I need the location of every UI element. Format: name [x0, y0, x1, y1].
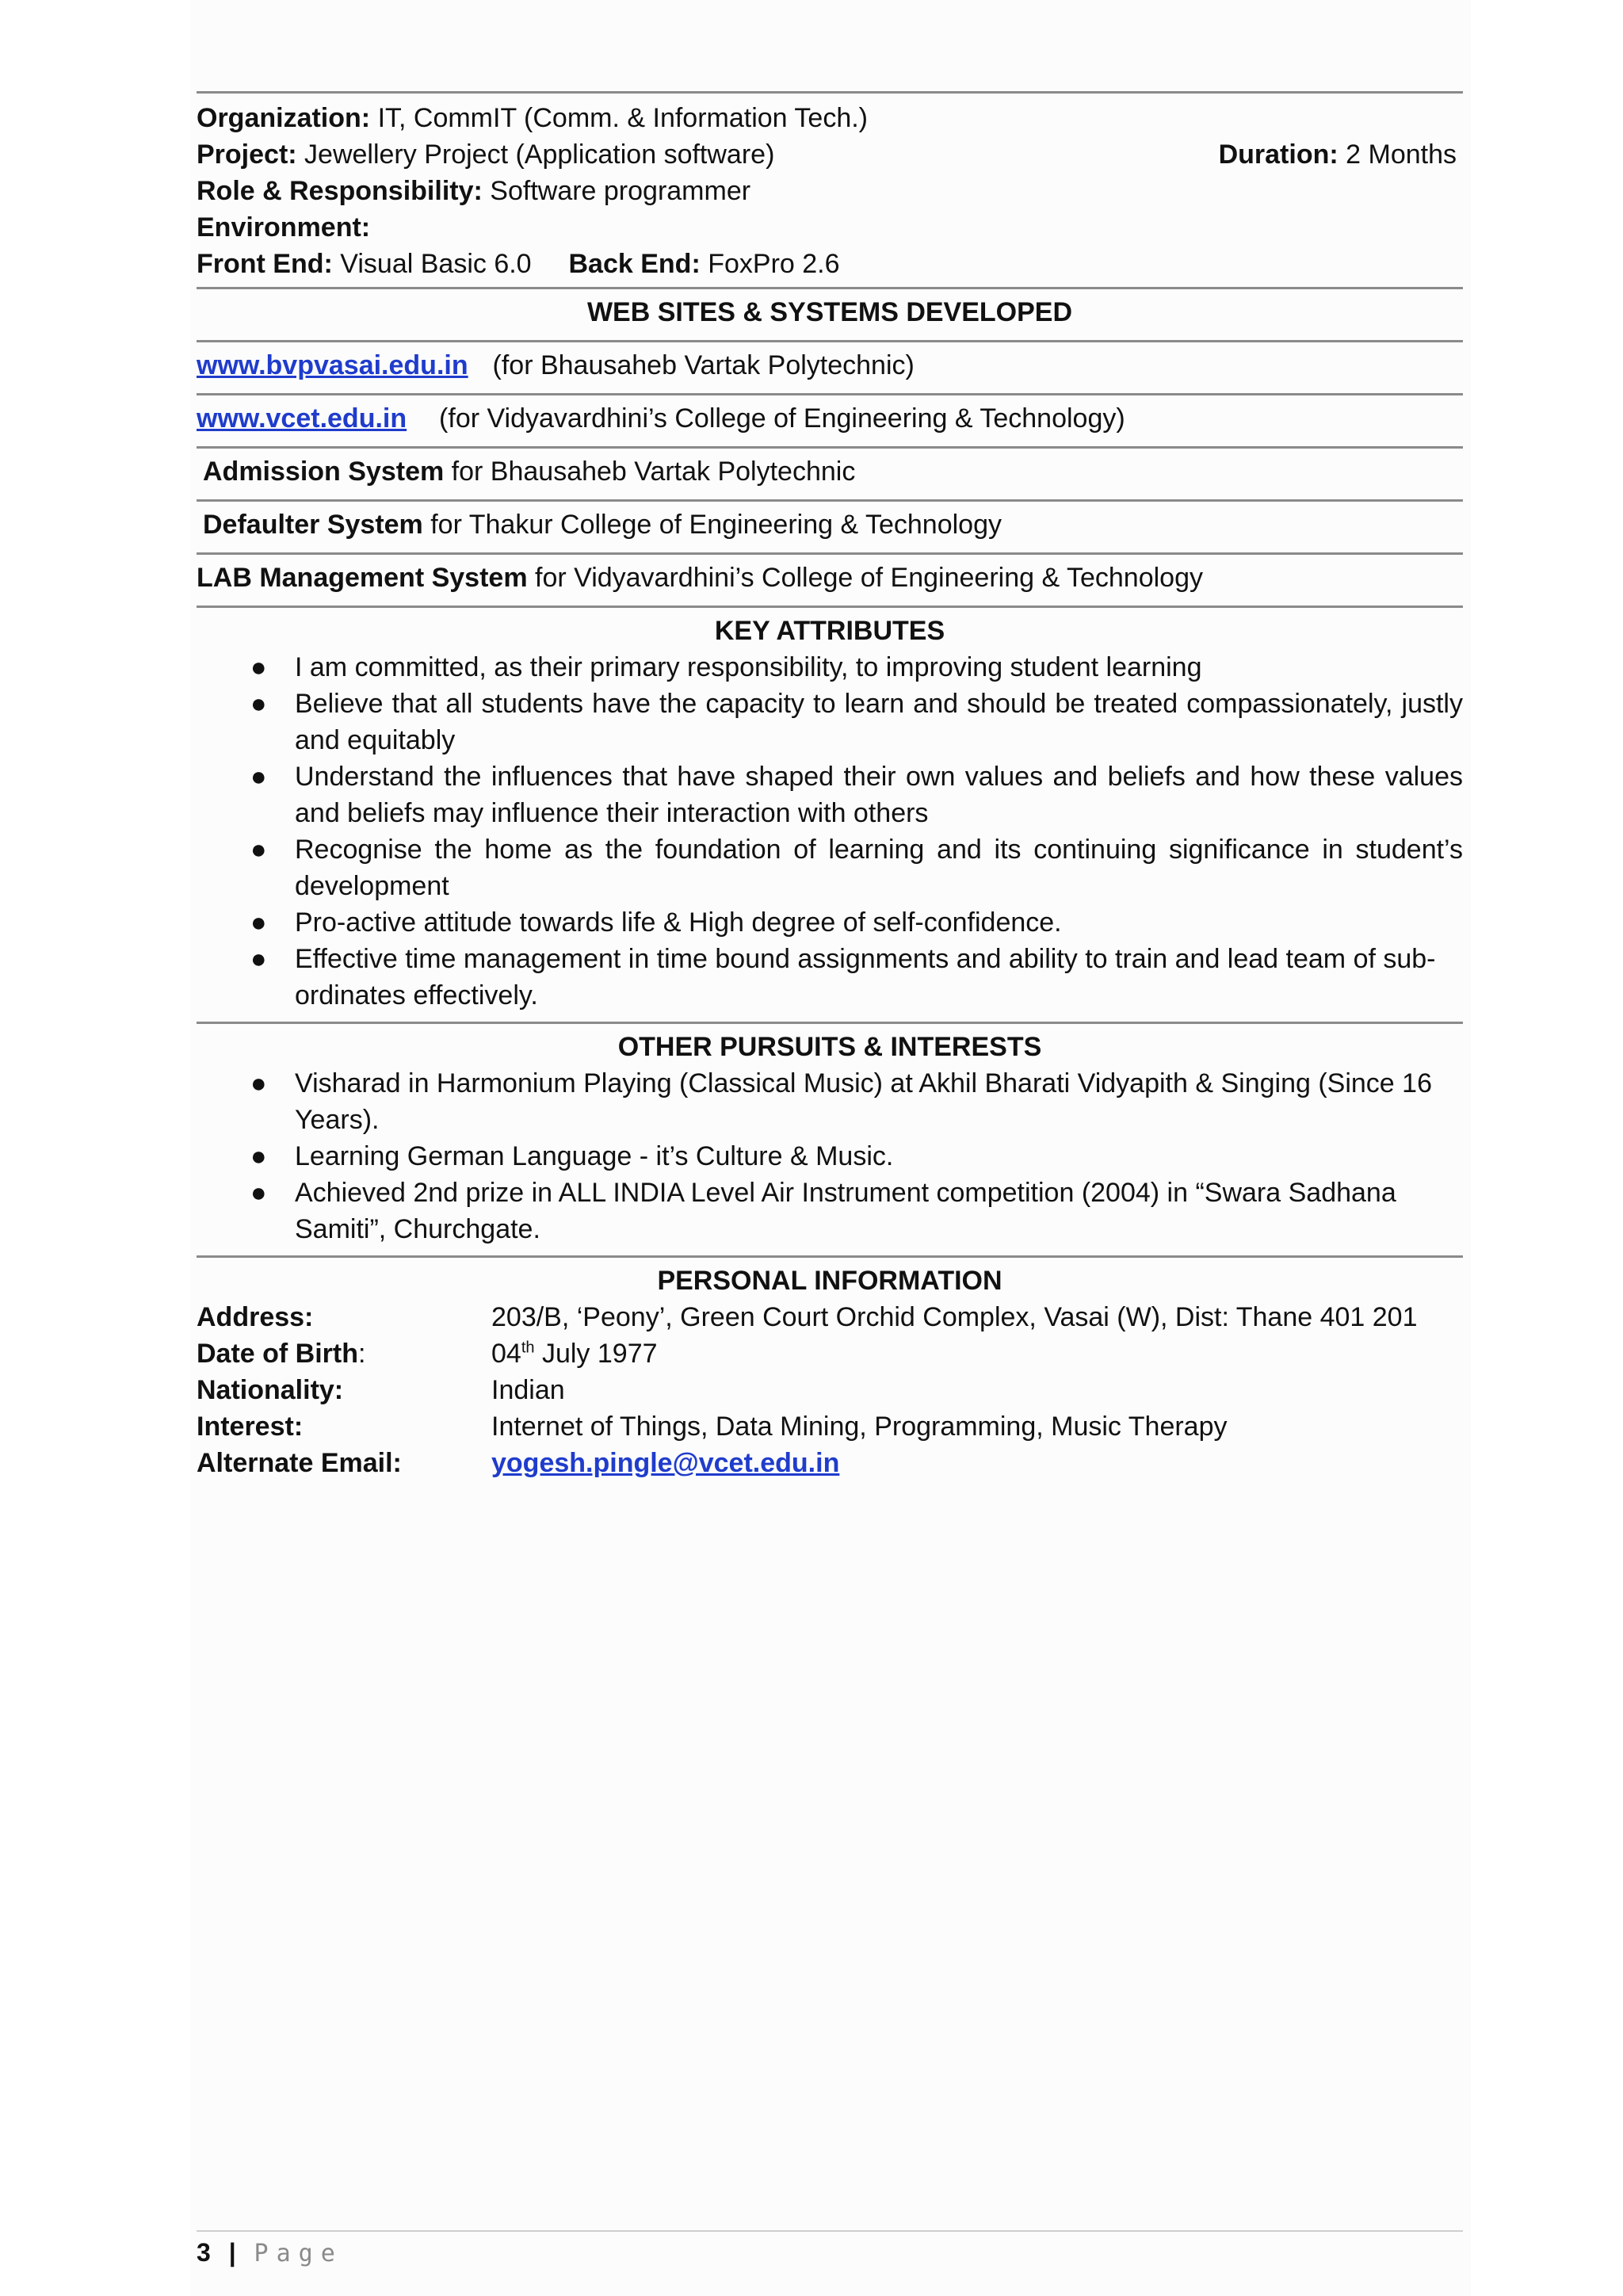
- nationality-value: Indian: [491, 1375, 565, 1405]
- tech-line: [197, 246, 1463, 282]
- dob-label: Date of Birth:: [197, 1339, 366, 1369]
- email-link[interactable]: yogesh.pingle@vcet.edu.in: [491, 1448, 840, 1478]
- duration-value: 2 Months: [1346, 139, 1457, 170]
- experience-block: [197, 94, 1463, 287]
- bullet-icon: ●: [250, 762, 267, 792]
- interest-row: [197, 1408, 1463, 1445]
- list-item: ● Recognise the home as the foundation of learning and its continuing significance in student’s development: [197, 831, 1463, 904]
- page-footer: [197, 2230, 1463, 2267]
- environment-label: Environment:: [197, 212, 371, 243]
- interest-value: Internet of Things, Data Mining, Programming, Music Therapy: [491, 1412, 1228, 1442]
- nationality-label: Nationality:: [197, 1375, 344, 1405]
- organization-label: Organization:: [197, 103, 371, 133]
- website-row: [197, 393, 1463, 446]
- list-item: ● I am committed, as their primary responsibility, to improving student learning: [197, 649, 1463, 686]
- project-value: Jewellery Project (Application software): [304, 139, 775, 170]
- address-row: [197, 1299, 1463, 1335]
- system-desc: for Bhausaheb Vartak Polytechnic: [451, 457, 856, 487]
- website-row: [197, 340, 1463, 393]
- system-row: [197, 552, 1463, 606]
- role-label: Role & Responsibility:: [197, 176, 483, 206]
- system-row: [197, 446, 1463, 499]
- address-value: 203/B, ‘Peony’, Green Court Orchid Complex, Vasai (W), Dist: Thane 401 201: [491, 1302, 1418, 1332]
- email-row: [197, 1445, 1463, 1481]
- nationality-row: [197, 1372, 1463, 1408]
- website-link-bvpvasai[interactable]: www.bvpvasai.edu.in: [197, 350, 468, 380]
- address-label: Address:: [197, 1302, 314, 1332]
- email-label: Alternate Email:: [197, 1448, 402, 1478]
- bullet-icon: ●: [250, 652, 267, 682]
- back-end-value: FoxPro 2.6: [708, 249, 840, 279]
- environment-line: [197, 209, 1463, 246]
- list-item: ● Understand the influences that have shaped their own values and beliefs and how these values and beliefs may influence their interaction with others: [197, 758, 1463, 831]
- key-attributes-list: [197, 649, 1463, 1014]
- page-number: 3: [197, 2238, 211, 2267]
- project-label: Project:: [197, 139, 297, 170]
- bullet-icon: ●: [250, 907, 267, 938]
- front-end-value: Visual Basic 6.0: [340, 249, 532, 279]
- role-value: Software programmer: [490, 176, 751, 206]
- website-link-vcet[interactable]: www.vcet.edu.in: [197, 403, 407, 434]
- list-item: ● Visharad in Harmonium Playing (Classical Music) at Akhil Bharati Vidyapith & Singing (Since 16 Years).: [197, 1065, 1463, 1138]
- role-line: [197, 173, 1463, 209]
- duration-label: Duration:: [1218, 139, 1338, 170]
- list-item: ● Achieved 2nd prize in ALL INDIA Level Air Instrument competition (2004) in “Swara Sadhana Samiti”, Churchgate.: [197, 1175, 1463, 1247]
- resume-page-content: [197, 91, 1463, 1481]
- footer-separator: |: [228, 2238, 236, 2267]
- website-desc: (for Bhausaheb Vartak Polytechnic): [492, 350, 915, 380]
- front-end-label: Front End:: [197, 249, 333, 279]
- list-item: ● Believe that all students have the capacity to learn and should be treated compassionately, justly and equitably: [197, 686, 1463, 758]
- bullet-icon: ●: [250, 1178, 267, 1208]
- list-item: ● Pro-active attitude towards life & High degree of self-confidence.: [197, 904, 1463, 941]
- dob-row: [197, 1335, 1463, 1372]
- pursuits-list: [197, 1065, 1463, 1247]
- system-row: [197, 499, 1463, 552]
- list-item: ● Learning German Language - it’s Culture & Music.: [197, 1138, 1463, 1175]
- system-name: Defaulter System: [203, 510, 423, 540]
- bullet-icon: ●: [250, 689, 267, 719]
- interest-label: Interest:: [197, 1412, 304, 1442]
- pursuits-section: [197, 1024, 1463, 1255]
- website-desc: (for Vidyavardhini’s College of Engineering & Technology): [439, 403, 1125, 434]
- organization-line: [197, 100, 1463, 136]
- key-attributes-heading: KEY ATTRIBUTES: [714, 616, 945, 646]
- list-item: ● Effective time management in time bound assignments and ability to train and lead team of sub-ordinates effectively.: [197, 941, 1463, 1014]
- system-name: Admission System: [203, 457, 445, 487]
- personal-info-heading: PERSONAL INFORMATION: [657, 1266, 1002, 1296]
- pursuits-heading: OTHER PURSUITS & INTERESTS: [617, 1032, 1042, 1062]
- bullet-icon: ●: [250, 835, 267, 865]
- bullet-icon: ●: [250, 1141, 267, 1171]
- key-attributes-section: [197, 608, 1463, 1022]
- page-word: Page: [254, 2240, 343, 2267]
- system-desc: for Thakur College of Engineering & Technology: [430, 510, 1002, 540]
- project-line: [197, 136, 1463, 173]
- back-end-label: Back End:: [568, 249, 701, 279]
- organization-value: IT, CommIT (Comm. & Information Tech.): [377, 103, 869, 133]
- websites-heading: WEB SITES & SYSTEMS DEVELOPED: [197, 287, 1463, 340]
- system-name: LAB Management System: [197, 563, 528, 593]
- bullet-icon: ●: [250, 1068, 267, 1098]
- bullet-icon: ●: [250, 944, 267, 974]
- system-desc: for Vidyavardhini’s College of Engineering & Technology: [535, 563, 1203, 593]
- personal-info-section: [197, 1258, 1463, 1481]
- dob-value: 04th July 1977: [491, 1339, 658, 1369]
